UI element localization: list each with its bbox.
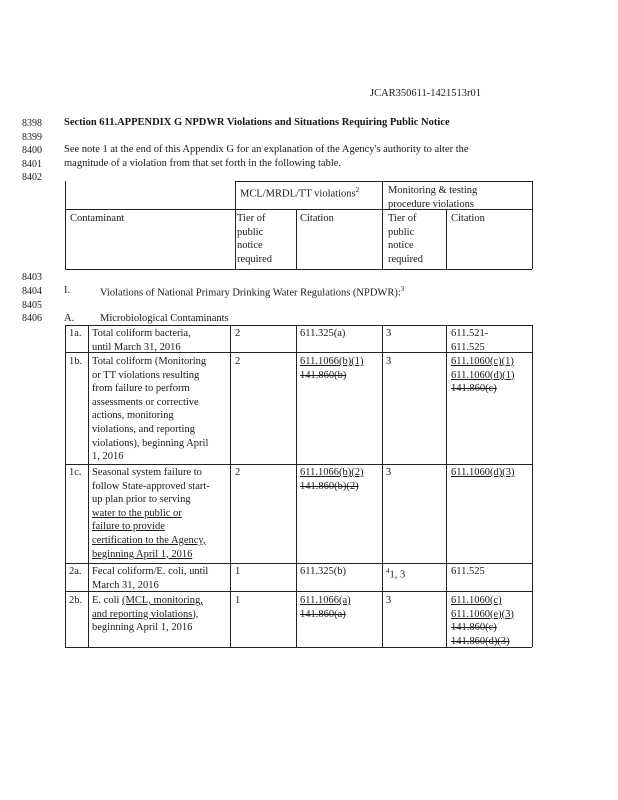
citation-value-2: 611.1060(d)(3) (451, 467, 515, 478)
line-number: 8406 (22, 313, 42, 324)
citation-value-2: 611.1060(c)(1) 611.1060(d)(1) 141.860(c) (451, 356, 515, 395)
part-a-heading: Microbiological Contaminants (100, 313, 229, 324)
document-code: JCAR350611-1421513r01 (370, 88, 482, 99)
citation-value: 611.325(a) (300, 328, 346, 339)
line-number: 8403 (22, 272, 42, 283)
tier-value: 1 (235, 566, 241, 577)
contaminant-name: Seasonal system failure to follow State-approved start- up plan prior to serving water to the public or failure to provide certification to the Agency, beginning April 1, 2016 (92, 467, 210, 560)
row-number: 1c. (69, 467, 82, 478)
contaminant-name: E. coli (MCL, monitoring, and reporting violations), beginning April 1, 2016 (92, 595, 203, 634)
contaminant-name: Total coliform bacteria, until March 31, 2016 (92, 328, 191, 353)
monitoring-header-2: procedure violations (388, 199, 475, 210)
tier-value-2: 3 (386, 467, 392, 478)
tier-value-2: 3 (386, 328, 392, 339)
tier-header: Tier of public notice required (237, 213, 272, 265)
contaminant-name: Total coliform (Monitoring or TT violations resulting from failure to perform assessments or corrective actions, monitoring violations, and reporting violations), beginning April 1, 2016 (92, 356, 209, 463)
citation-value-2: 611.521- 611.525 (451, 328, 489, 353)
row-number: 2a. (69, 566, 82, 577)
citation-value: 611.1066(b)(1) 141.860(b) (300, 356, 364, 381)
tier-value-2: 3 (386, 595, 392, 606)
part-i-heading: Violations of National Primary Drinking Water Regulations (NPDWR):$^3$ (100, 285, 405, 299)
citation-value-2: 611.1060(c) 611.1060(e)(3) 141.860(c) 141.860(d)(3) (451, 595, 514, 647)
line-number: 8400 (22, 145, 42, 156)
tier-value: 1 (235, 595, 241, 606)
section-title: Section 611.APPENDIX G NPDWR Violations and Situations Requiring Public Notice (64, 117, 450, 128)
citation-header: Citation (300, 213, 334, 224)
part-i-number: I. (64, 285, 71, 296)
row-number: 1a. (69, 328, 82, 339)
contaminant-header: Contaminant (70, 213, 125, 224)
tier-value: 2 (235, 356, 241, 367)
monitoring-header: Monitoring & testing (388, 185, 478, 196)
citation-value: 611.1066(b)(2) 141.860(b)(2) (300, 467, 364, 492)
citation-value: 611.1066(a) 141.860(a) (300, 595, 351, 620)
citation-value-2: 611.525 (451, 566, 485, 577)
tier-header-2: Tier of public notice required (388, 213, 423, 265)
line-number: 8401 (22, 159, 42, 170)
tier-value: 2 (235, 467, 241, 478)
line-number: 8405 (22, 300, 42, 311)
part-a-number: A. (64, 313, 75, 324)
line-number: 8402 (22, 172, 42, 183)
citation-value: 611.325(b) (300, 566, 346, 577)
tier-value: 2 (235, 328, 241, 339)
mcl-header: MCL/MRDL/TT violations$^2$ (240, 186, 360, 200)
tier-value-2: 3 (386, 356, 392, 367)
tier-value-2: $^4$1, 3 (386, 567, 406, 581)
line-number: 8399 (22, 132, 42, 143)
line-number: 8404 (22, 286, 42, 297)
note-line-1: See note 1 at the end of this Appendix G for an explanation of the Agency's authority to alter the (64, 144, 469, 155)
contaminant-name: Fecal coliform/E. coli, until March 31, 2016 (92, 566, 209, 591)
line-number: 8398 (22, 118, 42, 129)
citation-header-2: Citation (451, 213, 485, 224)
note-line-2: magnitude of a violation from that set forth in the following table. (64, 158, 342, 169)
row-number: 2b. (69, 595, 83, 606)
row-number: 1b. (69, 356, 83, 367)
